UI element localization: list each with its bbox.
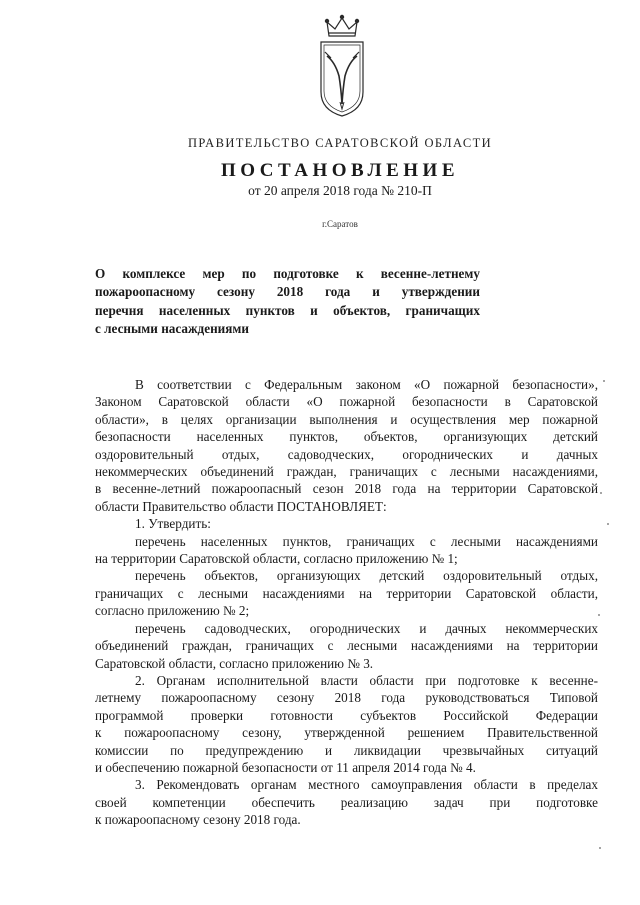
body-text-line: летнему пожароопасному сезону 2018 года руководствоваться Типовой [95,690,598,706]
title-line: пожароопасному сезону 2018 года и утверждении [95,284,480,300]
body-text-line: оздоровительный отдых, садоводческих, огороднических и дачных [95,446,598,462]
title-line: с лесными насаждениями [95,320,249,336]
body-text-line: перечень садоводческих, огороднических и дачных некоммерческих [135,620,598,636]
scan-speck [607,523,609,525]
body-text-line: своей компетенции обеспечить реализацию задач при подготовке [95,794,598,810]
resolution-body [95,376,598,829]
body-text-line: к пожароопасному сезону, утвержденной решением Правительственной [95,725,598,741]
body-text-line: перечень объектов, организующих детский оздоровительный отдых, [135,568,598,584]
title-line: перечня населенных пунктов и объектов, граничащих [95,302,480,318]
body-text-line: Законом Саратовской области «О пожарной безопасности в Саратовской [95,394,598,410]
body-text-line: перечень населенных пунктов, граничащих с лесными насаждениями [135,533,598,549]
document-date-number: от 20 апреля 2018 года № 210-П [248,183,432,198]
body-text-line: согласно приложению № 2; [95,603,250,619]
scan-speck [603,380,605,382]
document-city: г.Саратов [322,219,358,229]
body-text-line: 2. Органам исполнительной власти области при подготовке к весенне- [135,672,598,688]
body-text-line: комиссии по предупреждению и ликвидации чрезвычайных ситуаций [95,742,598,758]
body-text-line: области», в целях организации выполнения и осуществления мер пожарной [95,411,598,427]
body-text-line: В соответствии с Федеральным законом «О пожарной безопасности», [135,377,598,392]
body-text-line: на территории Саратовской области, согласно приложению № 1; [95,551,458,567]
body-text-line: некоммерческих объединений граждан, граничащих с лесными насаждениями, [95,464,598,480]
scan-speck [599,847,601,849]
body-text-line: 1. Утвердить: [135,516,211,532]
scan-speck [598,614,600,616]
body-text-line: 3. Рекомендовать органам местного самоуправления области в пределах [135,777,598,793]
body-text-line: объединений граждан, граничащих с лесными насаждениями на территории [95,638,598,654]
body-text-line: и обеспечению пожарной безопасности от 11 апреля 2014 года № 4. [95,759,476,775]
body-text-line: безопасности населенных пунктов, объектов, организующих детский [95,429,598,445]
body-text-line: области Правительство области ПОСТАНОВЛЯЕТ: [95,498,387,514]
body-text-line: граничащих с лесными насаждениями на территории Саратовской области, [95,585,598,601]
resolution-title [95,265,480,338]
body-text-line: Саратовской области, согласно приложению № 3. [95,655,374,671]
body-text-line: к пожароопасному сезону 2018 года. [95,812,301,828]
body-text-line: программой проверки готовности субъектов Российской Федерации [95,707,598,723]
title-line: О комплексе мер по подготовке к весенне-летнему [95,266,480,281]
saratov-coat-of-arms-icon [315,14,369,118]
document-type: ПОСТАНОВЛЕНИЕ [220,160,460,181]
government-name: ПРАВИТЕЛЬСТВО САРАТОВСКОЙ ОБЛАСТИ [187,136,493,150]
scan-speck [600,492,602,494]
body-text-line: в весенне-летний пожароопасный сезон 2018 года на территории Саратовской [95,481,598,497]
